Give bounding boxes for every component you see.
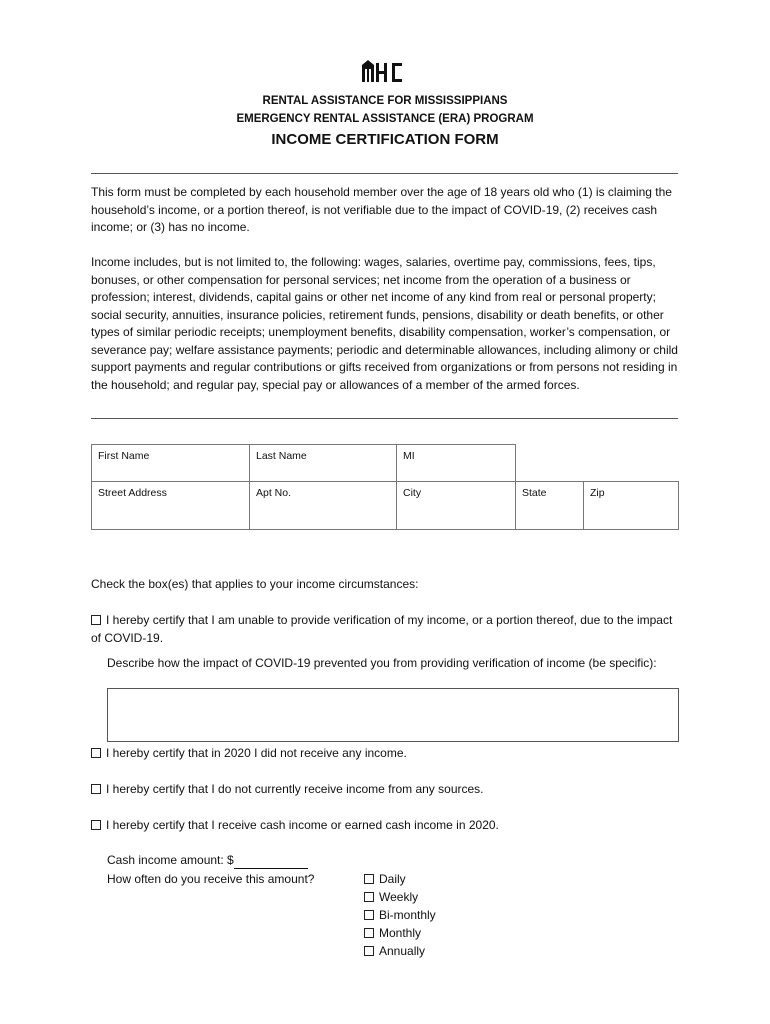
frequency-option-label: Monthly: [379, 926, 422, 940]
street-address-field[interactable]: [92, 482, 250, 530]
intro-paragraph: This form must be completed by each household member over the age of 18 years old who (1) is claiming the household’s income, or a portion thereof, is not verifiable due to the impact of COVID-19, (2) receives cash income; or (3) has no income.: [91, 185, 672, 234]
frequency-label: How often do you receive this amount?: [107, 872, 315, 886]
covid-impact-description-input[interactable]: [107, 688, 679, 742]
apt-no-field[interactable]: [250, 482, 397, 530]
cash-amount-row: [107, 851, 308, 869]
apt-no-label: Apt No.: [256, 487, 292, 499]
street-address-label: Street Address: [98, 487, 167, 499]
cash-amount-input[interactable]: [234, 856, 308, 869]
checkbox[interactable]: [364, 910, 374, 920]
check-instructions: Check the box(es) that applies to your income circumstances:: [91, 577, 419, 591]
option-covid-unverifiable: [91, 611, 683, 647]
frequency-daily: [364, 870, 406, 888]
program-name: EMERGENCY RENTAL ASSISTANCE (ERA) PROGRAM: [236, 113, 534, 125]
option-cash-income: [91, 816, 499, 834]
checkbox[interactable]: [364, 928, 374, 938]
divider: [91, 418, 678, 419]
frequency-option-label: Annually: [379, 944, 426, 958]
frequency-option-label: Daily: [379, 872, 406, 886]
first-name-label: First Name: [98, 450, 150, 462]
frequency-weekly: [364, 888, 418, 906]
state-label: State: [522, 487, 547, 499]
program-subtitle: RENTAL ASSISTANCE FOR MISSISSIPPIANS: [262, 95, 508, 107]
option-label: I hereby certify that I do not currently receive income from any sources.: [106, 782, 484, 796]
first-name-field[interactable]: [92, 445, 250, 482]
frequency-monthly: [364, 924, 421, 942]
zip-label: Zip: [590, 487, 605, 499]
last-name-label: Last Name: [256, 450, 307, 462]
option-label: I hereby certify that I am unable to provide verification of my income, or a portion thereof, due to the impact of COVID-19.: [91, 613, 673, 645]
city-label: City: [403, 487, 422, 499]
frequency-annually: [364, 942, 425, 960]
middle-initial-field[interactable]: [397, 445, 516, 482]
checkbox[interactable]: [91, 615, 101, 625]
frequency-option-label: Weekly: [379, 890, 419, 904]
checkbox[interactable]: [364, 946, 374, 956]
mi-label: MI: [403, 450, 415, 462]
income-definition-paragraph: Income includes, but is not limited to, the following: wages, salaries, overtime pay, commissions, fees, tips, bonuses, or other compensation for personal services; net income from the operation of a business or profession; interest, dividends, capital gains or other net income of any kind from real or personal property; social security, annuities, insurance policies, retirement funds, pensions, disability or death benefits, or other types of similar periodic receipts; unemployment benefits, disability compensation, worker’s compensation, or severance pay; welfare assistance payments; periodic and determinable allowances, including alimony or child support payments and regular contributions or gifts received from organizations or from persons not residing in the household; and regular pay, special pay or allowances of a member of the armed forces.: [91, 255, 678, 392]
describe-label: Describe how the impact of COVID-19 prevented you from providing verification of income (be specific):: [107, 656, 657, 670]
checkbox[interactable]: [91, 784, 101, 794]
checkbox[interactable]: [91, 748, 101, 758]
option-no-income-2020: [91, 744, 407, 762]
last-name-field[interactable]: [250, 445, 397, 482]
checkbox[interactable]: [364, 874, 374, 884]
divider: [91, 173, 678, 174]
frequency-bi-monthly: [364, 906, 436, 924]
option-no-current-income: [91, 780, 484, 798]
cash-amount-label: Cash income amount: $: [107, 853, 234, 867]
option-label: I hereby certify that I receive cash income or earned cash income in 2020.: [106, 818, 499, 832]
frequency-option-label: Bi-monthly: [379, 908, 436, 922]
household-member-info-table: [91, 444, 679, 530]
checkbox[interactable]: [91, 820, 101, 830]
page-title: INCOME CERTIFICATION FORM: [271, 131, 499, 148]
zip-field[interactable]: [584, 482, 679, 530]
mhc-logo-icon: [361, 59, 403, 83]
city-field[interactable]: [397, 482, 516, 530]
state-field[interactable]: [516, 482, 584, 530]
option-label: I hereby certify that in 2020 I did not receive any income.: [106, 746, 407, 760]
checkbox[interactable]: [364, 892, 374, 902]
